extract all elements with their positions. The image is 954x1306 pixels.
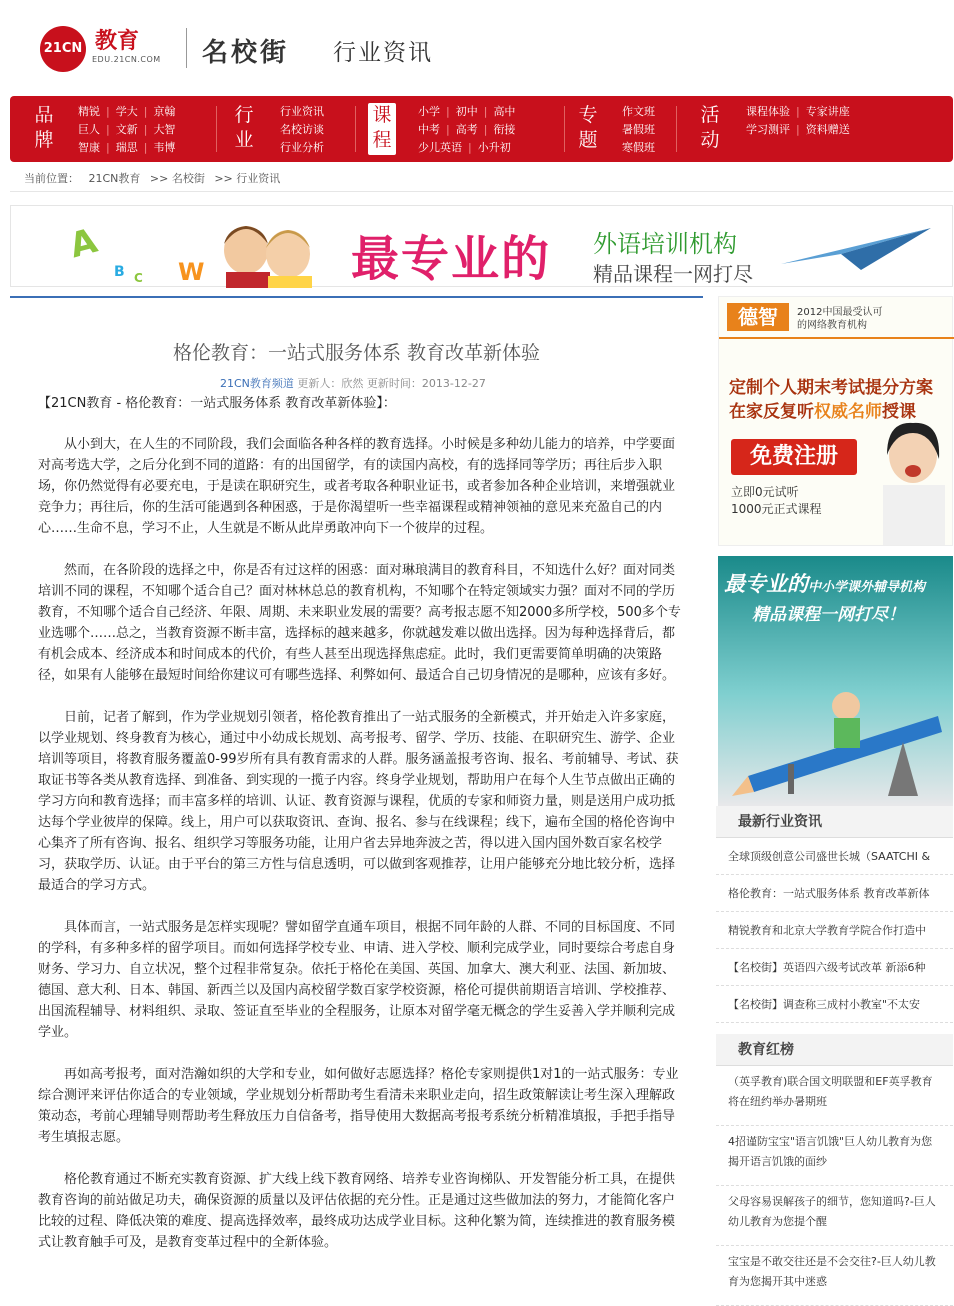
tutoring-ad[interactable]	[718, 556, 953, 806]
hot-list-line: 揭开语言饥饿的面纱	[728, 1155, 827, 1168]
hot-list-link[interactable]	[716, 1246, 953, 1306]
nav-category-char: 动	[700, 129, 720, 151]
article-paragraph: 具体而言，一站式服务是怎样实现呢？譬如留学直通车项目，根据不同年龄的人群、不同的目标国度、不同的学科，有多种多样的留学项目。而如何选择学校专业、申请、进入学校、顺利完成学业，同时要综合考虑自身财务、学习力、自立状况，整个过程非常复杂。依托于格伦在美国、英国、加拿大、澳大利亚、法国、新加坡、德国、意大利、日本、韩国、新西兰以及国内高校留学数百家学校资源，格伦可提供前期语言培训、学校推荐、出国流程辅导、材料组织、录取、签证直至毕业的全程服务，让原本对留学毫无概念的学生妥善入学并顺利完成学业。	[38, 920, 676, 1040]
hot-list-line: 父母容易误解孩子的细节，您知道吗?-巨人	[728, 1195, 936, 1208]
article-paragraph: 日前，记者了解到，作为学业规划引领者，格伦教育推出了一站式服务的全新模式，并开始走入许多家庭，以学业规划、终身教育为核心，通过中小幼成长规划、高考报考、留学、学历、技能、在职研究生、游学、企业培训等项目，将教育服务覆盖0-99岁所有具有教育需求的人群。服务涵盖报考咨询、报名、考前辅导、考试、获取证书等各类从教育选择、到准备、到实现的一揽子内容。终身学业规划，帮助用户在每个人生节点做出正确的学习方向和教育选择；而丰富多样的培训、认证、教育资源与课程，优质的专家和师资力量，则是送用户成功抵达每个学业彼岸的保障。线上，用户可以获取资讯、查询、报名、参与在线课程；线下，遍布全国的格伦咨询中心集齐了所有咨询、报名、组织学习等服务功能，让用户省去异地奔波之苦，得以进入国内国外数百家名校学习，获取学历、认证。由于平台的第三方性与信息透明，可以做到客观推荐，让用户能够充分地比较分析，选择最适合的学习方式。	[38, 710, 679, 893]
breadcrumb-item[interactable]: >> 名校街	[149, 172, 205, 185]
svg-text:A: A	[65, 220, 102, 267]
nav-links: 课程体验 | 专家讲座 学习测评 | 资料赠送	[746, 105, 850, 136]
main-nav	[10, 96, 953, 162]
logo-caption-line: 的网络教育机构	[797, 320, 867, 331]
hot-list-line: 将在纽约举办暑期班	[728, 1095, 827, 1108]
nav-category-char: 牌	[34, 129, 54, 151]
dezhi-ad[interactable]	[718, 296, 953, 546]
nav-link[interactable]: 高考	[455, 123, 478, 136]
nav-link[interactable]: 课程体验	[746, 105, 790, 118]
article-title: 格伦教育：一站式服务体系 教育改革新体验	[172, 342, 541, 364]
nav-link[interactable]: 名校访谈	[280, 123, 324, 136]
article-body	[38, 434, 686, 1274]
nav-divider	[564, 106, 565, 152]
nav-category-char: 行	[234, 104, 254, 126]
nav-link[interactable]: 大智	[153, 123, 176, 136]
hot-list-line: 宝宝是不敢交往还是不会交往?-巨人幼儿教	[728, 1255, 936, 1268]
nav-link[interactable]: 瑞思	[115, 141, 138, 154]
hot-list-line: （英孚教育)联合国文明联盟和EF英孚教育	[728, 1075, 933, 1088]
hot-list-panel	[716, 1034, 953, 1306]
article-lead: 【21CN教育 - 格伦教育：一站式服务体系 教育改革新体验】：	[38, 396, 396, 411]
ad-text: 最专业的	[724, 572, 808, 596]
panel-title: 最新行业资讯	[716, 806, 953, 838]
hot-list-link[interactable]	[716, 1186, 953, 1246]
nav-category-char: 业	[234, 129, 254, 151]
breadcrumb	[10, 166, 953, 192]
nav-link[interactable]: 高中	[493, 105, 516, 118]
boy-on-pencil-illustration	[728, 646, 948, 806]
site-header	[0, 0, 953, 95]
article-meta	[220, 375, 486, 391]
banner-subtitle: 外语培训机构	[593, 230, 737, 258]
free-register-button[interactable]: 免费注册	[731, 439, 857, 475]
hot-list-line: 育为您揭开其中迷惑	[728, 1275, 827, 1288]
brand-name[interactable]: 名校街	[202, 38, 290, 68]
news-link[interactable]: 全球顶级创意公司盛世长城（SAATCHI &	[716, 838, 953, 875]
breadcrumb-item[interactable]: >> 行业资讯	[214, 172, 281, 185]
section-name: 行业资讯	[333, 40, 433, 66]
ad-text: 授课	[882, 402, 916, 422]
news-link[interactable]: 【名校街】调查称三成村小教室"不太安	[716, 986, 953, 1023]
breadcrumb-item[interactable]: 21CN教育	[88, 172, 141, 185]
article-source-link[interactable]: 21CN教育频道	[220, 377, 294, 390]
nav-category-activity[interactable]	[696, 103, 724, 155]
nav-link[interactable]: 文新	[115, 123, 138, 136]
nav-group-activity	[688, 96, 928, 162]
news-link[interactable]: 精锐教育和北京大学教育学院合作打造中	[716, 912, 953, 949]
nav-link[interactable]: 资料赠送	[805, 123, 850, 136]
ad-trial-text: 1000元正式课程	[731, 502, 822, 516]
nav-category-course[interactable]	[368, 103, 396, 155]
kids-photo	[206, 214, 336, 288]
article-paragraph: 再如高考报考，面对浩瀚如织的大学和专业，如何做好志愿选择？格伦专家则提供1对1的一站式服务：专业综合测评来评估你适合的专业领域，学业规划分析帮助考生看清未来职业走向，招生政策解读让考生深入理解政策动态，考前心理辅导则帮助考生释放压力自信备考，指导使用大数据高考报考系统分析精准填报，手把手指导考生填报志愿。	[38, 1067, 679, 1145]
nav-category-char: 活	[700, 104, 720, 126]
panel-title: 教育红榜	[716, 1034, 953, 1066]
nav-link[interactable]: 寒假班	[622, 141, 655, 154]
ad-headline	[724, 568, 925, 598]
nav-link[interactable]: 精锐	[78, 105, 100, 118]
ad-divider	[719, 337, 954, 339]
nav-category-char: 课	[372, 104, 392, 126]
svg-text:B: B	[114, 264, 125, 280]
article-paragraph: 格伦教育通过不断充实教育资源、扩大线上线下教育网络、培养专业咨询梯队、开发智能分析工具，在提供教育咨询的前站做足功夫，确保资源的质量以及评估依据的充分性。正是通过这些做加法的努力，才能简化客户比较的过程、降低决策的难度、提高选择效率，最终成功达成学业目标。这种化繁为简，连续推进的教育服务模式让教育触手可及，是教育变革过程中的全新体验。	[38, 1172, 676, 1250]
ad-banner[interactable]	[10, 205, 953, 287]
nav-category-brand[interactable]	[30, 103, 58, 155]
nav-group-brand	[22, 96, 212, 162]
hot-list-line: 幼儿教育为您提个醒	[728, 1215, 827, 1228]
paper-plane-icon	[781, 224, 941, 274]
nav-link[interactable]: 学大	[115, 105, 138, 118]
nav-link[interactable]: 作文班	[622, 105, 655, 118]
logo-caption-line: 2012中国最受认可	[797, 307, 883, 318]
nav-divider	[676, 106, 677, 152]
news-link[interactable]: 【名校街】英语四六级考试改革 新添6种	[716, 949, 953, 986]
nav-link[interactable]: 暑假班	[622, 123, 655, 136]
nav-link[interactable]: 京翰	[153, 105, 176, 118]
girl-photo	[869, 415, 954, 545]
nav-group-industry	[222, 96, 362, 162]
ad-headline: 定制个人期末考试提分方案	[729, 378, 933, 398]
banner-headline: 最专业的	[351, 231, 552, 287]
nav-links	[280, 103, 324, 157]
nav-link[interactable]: 学习测评	[746, 123, 790, 136]
dezhi-logo-caption	[797, 306, 882, 332]
nav-link[interactable]: 智康	[78, 141, 100, 154]
nav-link[interactable]: 衔接	[493, 123, 516, 136]
nav-link[interactable]: 专家讲座	[805, 105, 850, 118]
dezhi-logo: 德智	[727, 303, 789, 331]
ad-text: 中小学课外辅导机构	[808, 580, 926, 595]
nav-divider	[216, 106, 217, 152]
hot-list-link[interactable]	[716, 1126, 953, 1186]
nav-category-topic[interactable]	[574, 103, 602, 155]
nav-group-topic	[566, 96, 686, 162]
article-update-info: 更新人：欣然 更新时间：2013-12-27	[297, 377, 486, 390]
latest-news-panel	[716, 806, 953, 1023]
nav-links: 小学 | 初中 | 高中 中考 | 高考 | 衔接 少儿英语 | 小升初	[418, 105, 516, 154]
nav-category-char: 品	[34, 104, 54, 126]
article-paragraph: 从小到大，在人生的不同阶段，我们会面临各种各样的教育选择。小时候是多种幼儿能力的培养，中学要面对高考选大学，之后分化到不同的道路：有的出国留学，有的读国内高校，有的选择同等学历；再往后步入职场，你仍然觉得有必要充电，于是读在职研究生，或者考取各种职业证书，或者参加各种企业培训，来增强就业竞争力；再往后，你的生活可能遇到各种困惑，于是你渴望听一些幸福课程或精神领袖的意见来充盈自己的内心……生命不息，学习不止，人生就是不断从此岸勇敢冲向下一个彼岸的过程。	[38, 437, 676, 536]
ad-trial-text: 立即0元试听	[731, 485, 799, 499]
nav-links	[622, 103, 655, 157]
breadcrumb-label: 当前位置：	[24, 172, 79, 185]
hot-list-link[interactable]	[716, 1066, 953, 1126]
nav-link[interactable]: 小升初	[477, 141, 511, 154]
ad-subheadline: 精品课程一网打尽！	[752, 605, 905, 625]
article	[10, 296, 703, 1298]
nav-link[interactable]: 巨人	[78, 123, 100, 136]
nav-link[interactable]: 韦博	[153, 141, 176, 154]
nav-category-char: 题	[578, 129, 598, 151]
nav-link[interactable]: 中考	[418, 123, 440, 136]
nav-category-industry[interactable]	[230, 103, 258, 155]
nav-link[interactable]: 行业资讯	[280, 105, 324, 118]
nav-link[interactable]: 小学	[418, 105, 440, 118]
svg-text:C: C	[134, 271, 143, 285]
logo-mark[interactable]: 21CN	[40, 26, 86, 72]
nav-category-char: 专	[578, 104, 598, 126]
news-link[interactable]: 格伦教育：一站式服务体系 教育改革新体	[716, 875, 953, 912]
nav-group-course	[360, 96, 560, 162]
nav-link[interactable]: 初中	[455, 105, 478, 118]
logo-url: EDU.21CN.COM	[92, 55, 161, 64]
nav-category-char: 程	[372, 129, 392, 151]
article-paragraph: 然而，在各阶段的选择之中，你是否有过这样的困惑：面对琳琅满目的教育科目，不知选什么好？面对同类培训不同的课程，不知哪个适合自己？面对林林总总的教育机构，不知哪个在特定领域实力强？面对不同的学历教育，不知哪个适合自己经济、年限、周期、未来职业发展的需要？高考报志愿不知2000多所学校，500多个专业选哪个……总之，当教育资源不断丰富，选择标的越来越多，你就越发难以做出选择。因为每种选择背后，都有机会成本、经济成本和时间成本的代价，有些人甚至出现选择焦虑症。此时，我们更需要简单明确的决策路径，如果有人能够在最短时间给你建议可有哪些选择、利弊如何、最适合自己切身情况的是哪种，应该有多好。	[38, 563, 681, 683]
abc-letters-icon	[65, 216, 205, 286]
logo-text[interactable]: 教育	[95, 29, 140, 54]
nav-links: 精锐 | 学大 | 京翰 巨人 | 文新 | 大智 智康 | 瑞思 | 韦博	[78, 105, 176, 154]
ad-text: 在家反复听	[729, 402, 814, 422]
svg-text:W: W	[178, 258, 205, 286]
header-divider	[186, 28, 187, 68]
hot-list-line: 4招谨防宝宝"语言饥饿"巨人幼儿教育为您	[728, 1135, 933, 1148]
nav-link[interactable]: 行业分析	[280, 141, 324, 154]
nav-link[interactable]: 少儿英语	[418, 141, 462, 154]
banner-tagline: 精品课程一网打尽	[593, 262, 753, 286]
ad-highlight: 权威名师	[814, 402, 882, 422]
nav-divider	[355, 106, 356, 152]
